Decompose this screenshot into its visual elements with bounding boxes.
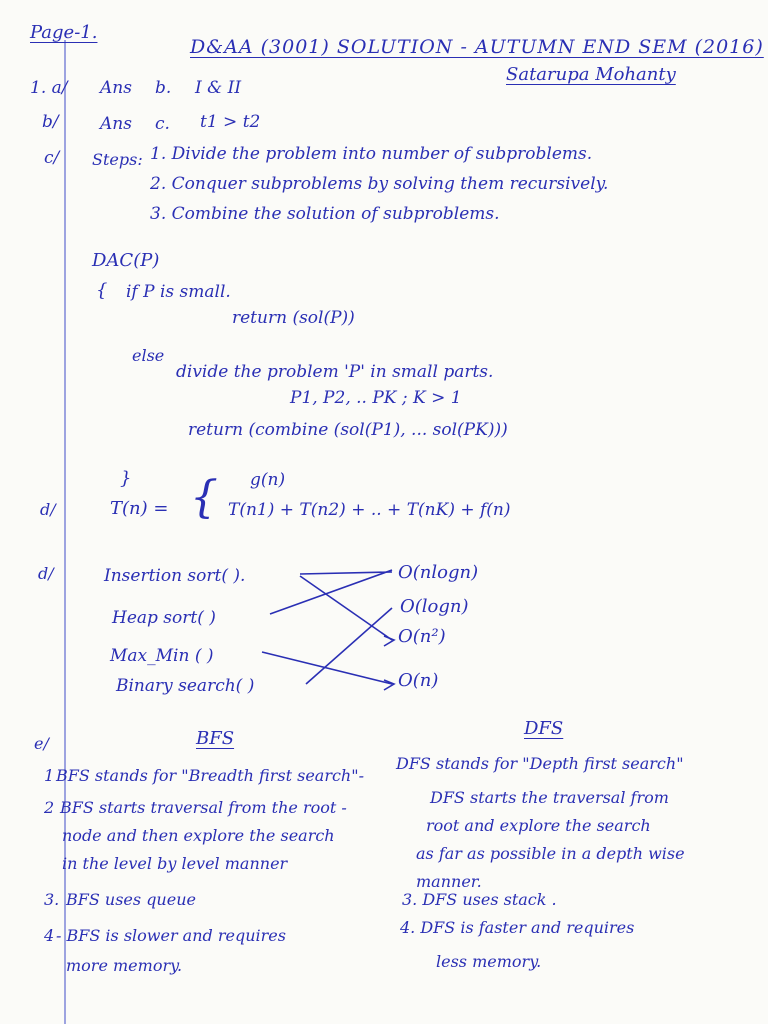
match-line-maxmin (262, 652, 392, 684)
q1b-label: b/ (42, 112, 59, 132)
q1a-option: b. (155, 78, 172, 98)
steps-label: Steps: (92, 150, 143, 169)
match-line-insertion (300, 572, 392, 574)
step-2: 2. Conquer subproblems by solving them recursively. (150, 174, 609, 194)
step-3: 3. Combine the solution of subproblems. (150, 204, 500, 224)
q1c-label: c/ (44, 148, 60, 168)
step-1: 1. Divide the problem into number of subproblems. (150, 144, 593, 164)
q1a-ans-word: Ans (100, 78, 132, 98)
row-3-num: 3. (44, 890, 60, 909)
match-right-4: O(n) (398, 670, 439, 691)
dac-header: DAC(P) (92, 250, 160, 271)
match-left-4: Binary search( ) (116, 676, 255, 696)
q1a-label: 1. a/ (30, 78, 68, 98)
q1b-answer: t1 > t2 (200, 112, 261, 132)
author-signature: Satarupa Mohanty (506, 64, 676, 85)
row-2-dfs-line-3: as far as possible in a depth wise (416, 844, 685, 863)
dac-if-line: if P is small. (126, 282, 231, 302)
q1b-ans-word: Ans (100, 114, 132, 134)
row-2-bfs-line-1: BFS starts traversal from the root - (60, 798, 347, 817)
match-right-3: O(n²) (398, 626, 446, 647)
page-label: Page-1. (30, 22, 98, 43)
row-2-dfs-line-2: root and explore the search (426, 816, 651, 835)
match-line-insertion-cross (300, 576, 392, 640)
row-3-bfs: BFS uses queue (66, 890, 196, 909)
row-3-dfs: 3. DFS uses stack . (402, 890, 557, 909)
row-1-dfs: DFS stands for "Depth first search" (396, 754, 684, 773)
dac-return-combine: return (combine (sol(P1), ... sol(PK))) (188, 420, 508, 440)
match-left-1: Insertion sort( ). (104, 566, 246, 586)
recurrence-case-1: g(n) (250, 470, 286, 490)
row-4-dfs-line-2: less memory. (436, 952, 542, 971)
row-2-dfs-line-4: manner. (416, 872, 482, 891)
dac-divide-line: divide the problem 'P' in small parts. (176, 362, 494, 382)
row-2-bfs-line-3: in the level by level manner (62, 854, 288, 873)
q1b-option: c. (155, 114, 170, 134)
row-4-dfs-line-1: 4. DFS is faster and requires (400, 918, 635, 937)
dac-parts-line: P1, P2, .. PK ; K > 1 (290, 388, 462, 408)
row-2-num: 2 (44, 798, 55, 817)
row-1-bfs: BFS stands for "Breadth first search"- (56, 766, 364, 785)
recurrence-label: d/ (40, 500, 56, 519)
match-left-3: Max_Min ( ) (110, 646, 214, 666)
row-4-num: 4 (44, 926, 55, 945)
recurrence-lhs: T(n) = (110, 498, 169, 519)
dac-return-sol: return (sol(P)) (232, 308, 355, 328)
bfs-heading: BFS (196, 728, 235, 749)
row-4-bfs-line-1: - BFS is slower and requires (56, 926, 286, 945)
dac-close-brace: } (120, 468, 132, 489)
match-right-1: O(nlogn) (398, 562, 479, 583)
row-2-bfs-line-2: node and then explore the search (62, 826, 335, 845)
dac-else: else (132, 346, 165, 365)
match-left-2: Heap sort( ) (112, 608, 216, 628)
recurrence-brace: { (190, 472, 218, 523)
match-line-heap (270, 570, 392, 614)
cross-arrow-a (384, 636, 394, 646)
page-title: D&AA (3001) SOLUTION - AUTUMN END SEM (2016) (190, 36, 764, 58)
matching-label: d/ (38, 564, 54, 583)
row-1-num: 1 (44, 766, 55, 785)
cross-arrow-b (384, 680, 394, 690)
recurrence-case-2: T(n1) + T(n2) + .. + T(nK) + f(n) (228, 500, 511, 520)
compare-label: e/ (34, 734, 49, 753)
match-right-2: O(logn) (400, 596, 469, 617)
row-4-bfs-line-2: more memory. (66, 956, 183, 975)
dac-open-brace: { (96, 280, 108, 301)
q1a-answer: I & II (195, 78, 242, 98)
dfs-heading: DFS (524, 718, 564, 739)
row-2-dfs-line-1: DFS starts the traversal from (430, 788, 669, 807)
